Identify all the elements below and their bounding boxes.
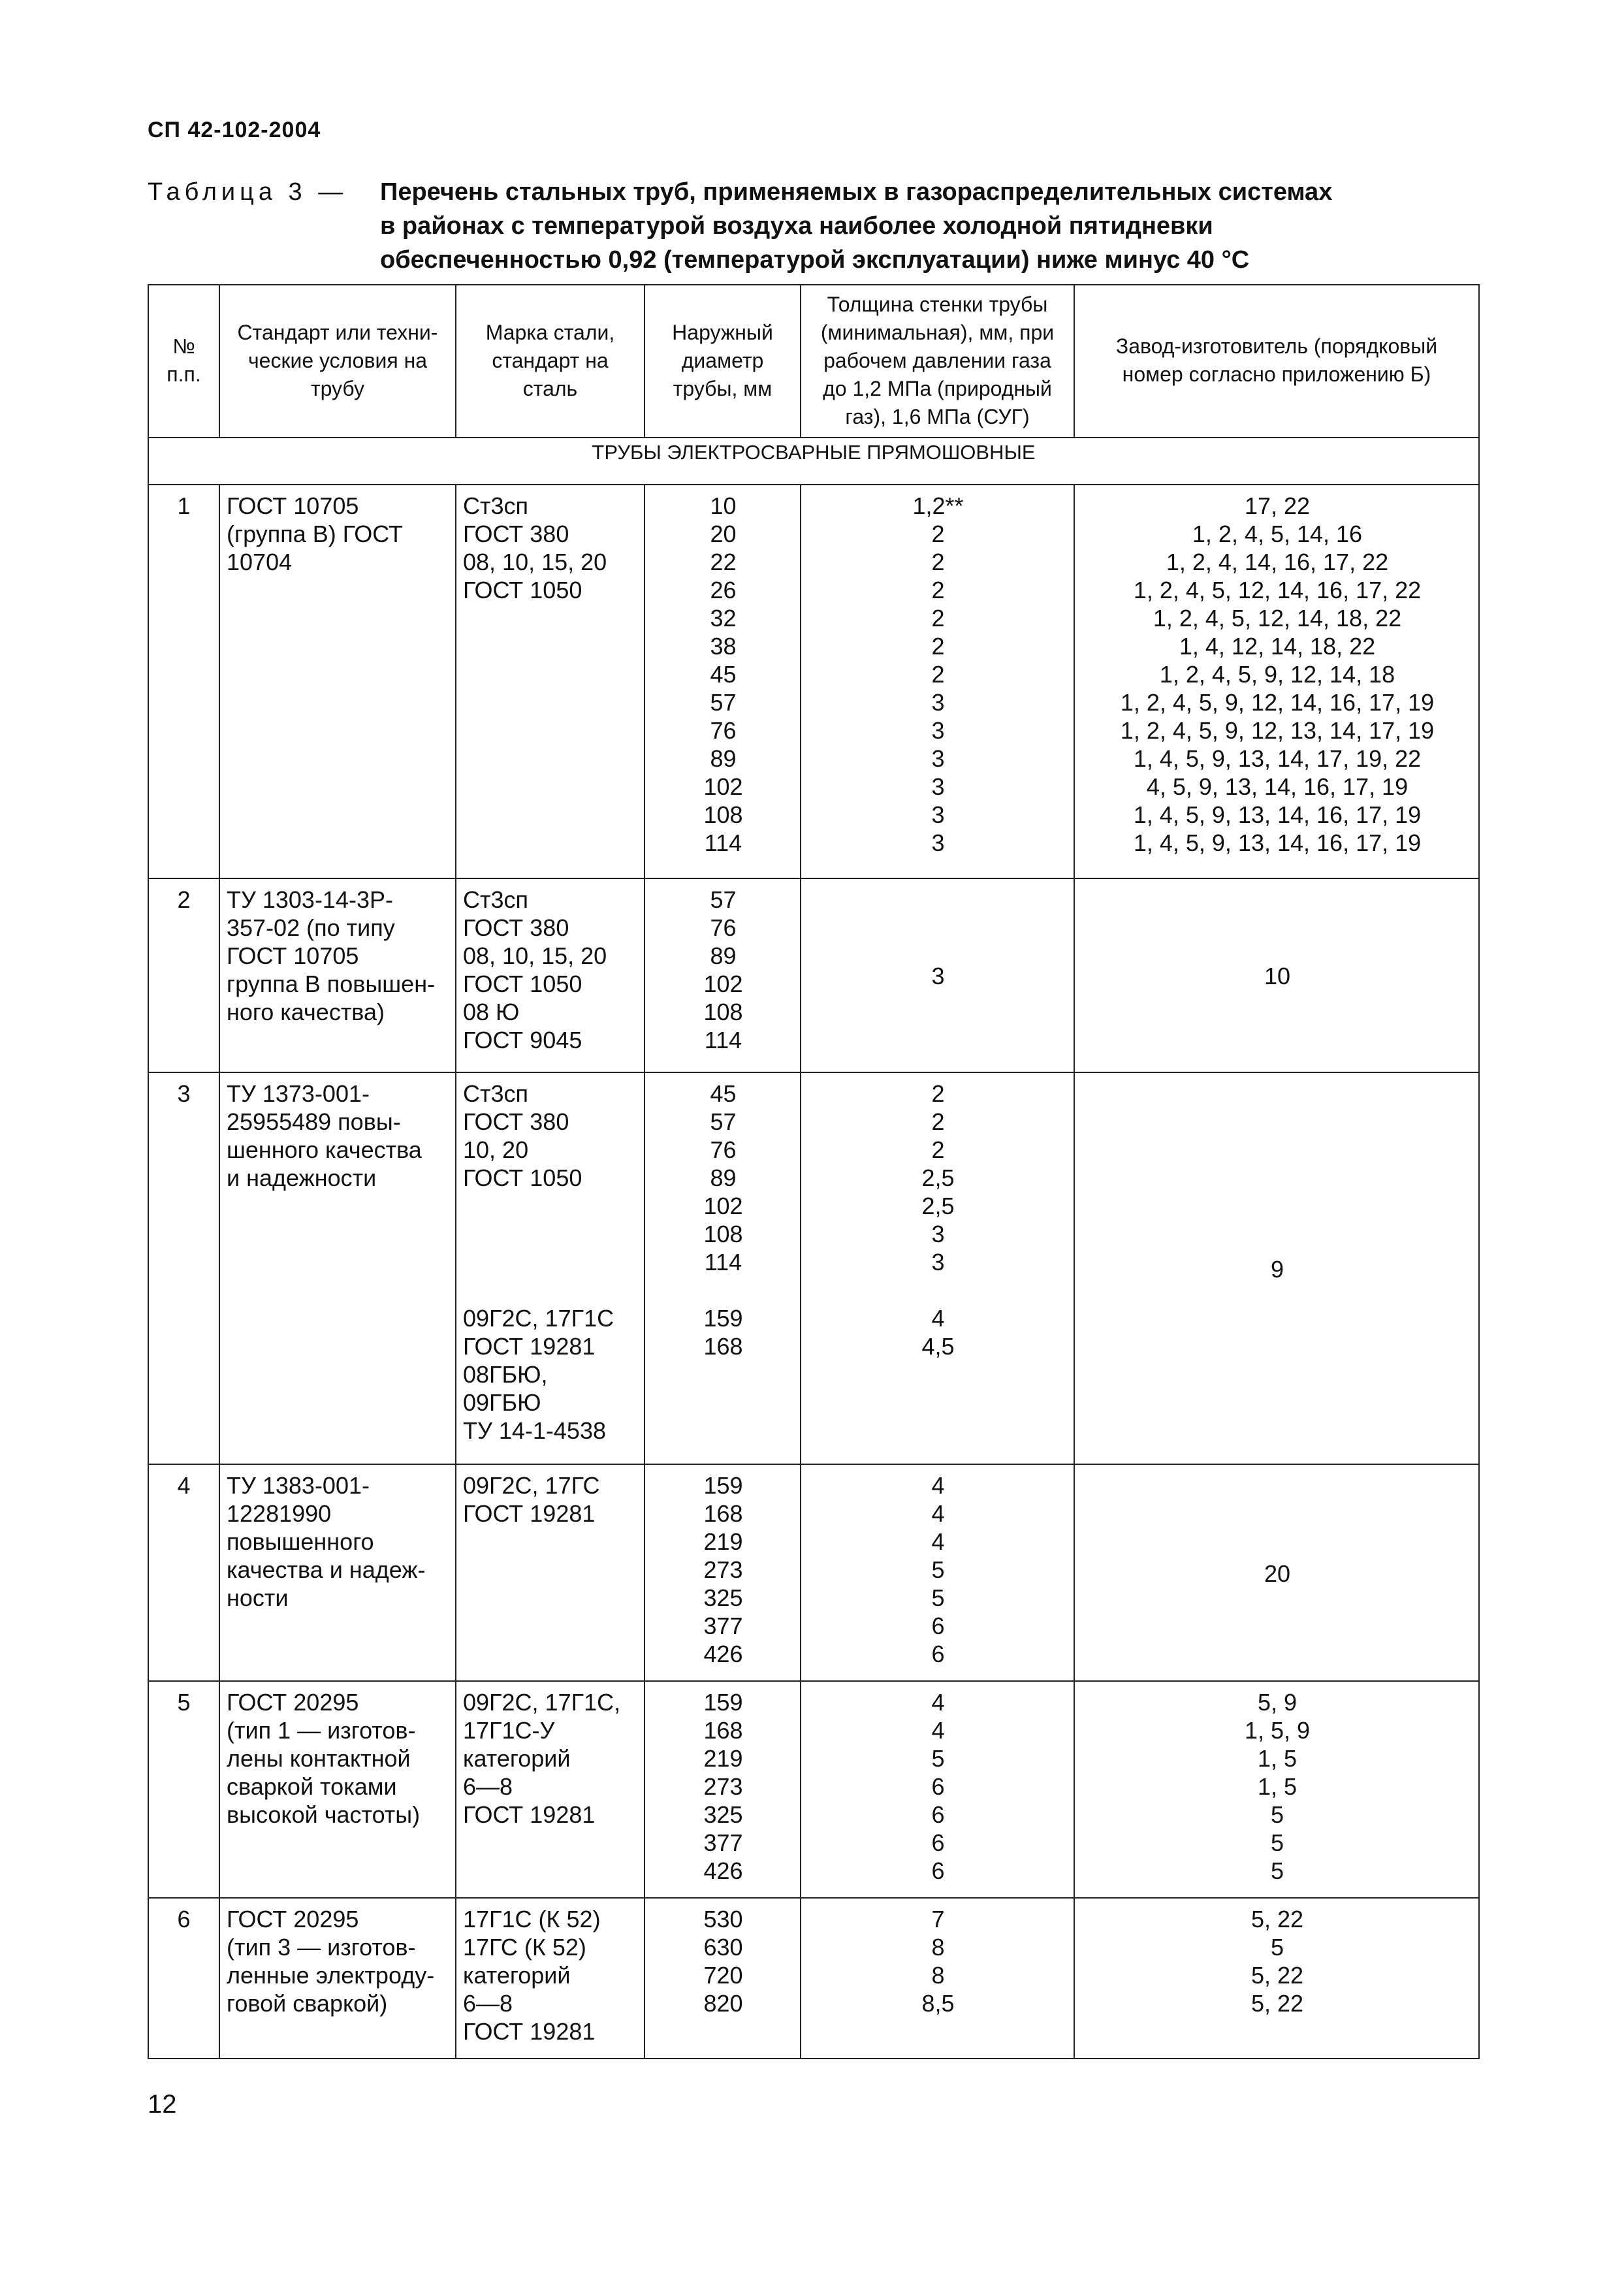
cell-line: 5, 22 (1250, 1962, 1304, 1989)
cell-line: стандарт на (492, 348, 609, 372)
cell-line: ГОСТ 19281 (463, 2018, 596, 2045)
cell-line: категорий (463, 1745, 571, 1772)
cell-line: 4 (931, 1689, 945, 1716)
cell-line: 426 (703, 1641, 743, 1667)
cell-line: 09ГБЮ (463, 1389, 541, 1416)
cell-line: Ст3сп (463, 886, 529, 913)
cell-line: 38 (710, 633, 737, 660)
cell-line: 4 (931, 1305, 945, 1332)
section-title: ТРУБЫ ЭЛЕКТРОСВАРНЫЕ ПРЯМОШОВНЫЕ (148, 438, 1479, 485)
cell-line: 3 (931, 745, 945, 772)
table-row (148, 1072, 1479, 1464)
cell-line: 720 (703, 1962, 743, 1989)
cell-line: 10, 20 (463, 1136, 529, 1163)
cell-line: категорий (463, 1962, 571, 1989)
cell-line: 1, 2, 4, 5, 9, 12, 13, 14, 17, 19 (1120, 717, 1435, 744)
cell-line: 20 (710, 521, 737, 547)
cell-line: трубы, мм (673, 376, 772, 400)
cell-line: 2 (931, 549, 945, 575)
cell-line: ТУ 1303-14-3Р- (227, 886, 393, 913)
plant-cell: 20 (1074, 1464, 1479, 1681)
cell-line: Марка стали, (485, 320, 615, 344)
cell-line: 1, 2, 4, 5, 14, 16 (1192, 521, 1363, 547)
steel-cell (456, 1072, 645, 1464)
wall-cell (801, 1681, 1074, 1898)
cell-line: 3 (931, 829, 945, 856)
cell-line: 6 (931, 1612, 945, 1639)
table-row (148, 1681, 1479, 1898)
cell-line: 2 (931, 1080, 945, 1107)
diameter-cell (645, 1681, 801, 1898)
cell-line: 5 (1270, 1934, 1284, 1961)
cell-line: 108 (703, 801, 743, 828)
cell-line: 2 (931, 605, 945, 632)
cell-line: 45 (710, 1080, 737, 1107)
cell-line: 17Г1С-У (463, 1717, 555, 1744)
cell-line: ного качества) (227, 999, 385, 1025)
diameter-cell (645, 1072, 801, 1464)
cell-line: 4,5 (921, 1333, 955, 1360)
row-number: 1 (148, 485, 219, 878)
cell-line: 3 (931, 773, 945, 800)
cell-line: 3 (931, 689, 945, 716)
cell-line: сталь (522, 376, 578, 400)
cell-line: 4, 5, 9, 13, 14, 16, 17, 19 (1146, 773, 1409, 800)
cell-line: 76 (710, 1136, 737, 1163)
cell-line: Ст3сп (463, 492, 529, 519)
cell-line: ТУ 1373-001- (227, 1080, 370, 1107)
cell-line: говой сваркой) (227, 1990, 388, 2017)
plant-cell (1074, 1681, 1479, 1898)
caption-line: в районах с температурой воздуха наиболее холодной пятидневки (380, 212, 1213, 240)
cell-line: ГОСТ 380 (463, 914, 569, 941)
cell-line: 6 (931, 1857, 945, 1884)
cell-line: 22 (710, 549, 737, 575)
wall-cell (801, 485, 1074, 878)
cell-line: трубу (310, 376, 365, 400)
cell-line: 6 (931, 1801, 945, 1828)
wall-cell (801, 1464, 1074, 1681)
cell-line: Ст3сп (463, 1080, 529, 1107)
wall-cell (801, 1072, 1074, 1464)
cell-line: 57 (710, 1108, 737, 1135)
caption-label: Таблица 3 — (148, 178, 348, 206)
cell-line: ГОСТ 19281 (463, 1801, 596, 1828)
cell-line: 1, 5 (1257, 1773, 1298, 1800)
row-number: 4 (148, 1464, 219, 1681)
cell-line: 5 (1270, 1829, 1284, 1856)
table-row (148, 1898, 1479, 2059)
cell-line: 76 (710, 717, 737, 744)
cell-line: 168 (703, 1333, 743, 1360)
row-number: 5 (148, 1681, 219, 1898)
table-header-row (148, 285, 1479, 438)
caption-line: обеспеченностью 0,92 (температурой эксплуатации) ниже минус 40 °С (380, 246, 1250, 274)
cell-line: п.п. (167, 362, 201, 386)
cell-line: 114 (704, 1249, 742, 1275)
cell-line: шенного качества (227, 1136, 422, 1163)
row-number: 6 (148, 1898, 219, 2059)
cell-line: 1, 4, 5, 9, 13, 14, 16, 17, 19 (1133, 801, 1422, 828)
cell-line: сваркой токами (227, 1773, 397, 1800)
cell-line: 5 (931, 1745, 945, 1772)
cell-line: 8 (931, 1934, 945, 1961)
cell-line: ГОСТ 9045 (463, 1027, 582, 1053)
cell-line: 219 (703, 1745, 743, 1772)
cell-line: 108 (703, 999, 743, 1025)
standard-cell (219, 1898, 456, 2059)
cell-line: 273 (703, 1773, 743, 1800)
cell-line: 325 (703, 1801, 743, 1828)
cell-line: 273 (703, 1556, 743, 1583)
header-diameter (645, 285, 801, 438)
cell-line: 08ГБЮ, (463, 1361, 548, 1388)
cell-line: ГОСТ 19281 (463, 1333, 596, 1360)
cell-line: 5 (931, 1556, 945, 1583)
cell-line: ГОСТ 380 (463, 521, 569, 547)
cell-line: 76 (710, 914, 737, 941)
cell-line: повышенного (227, 1528, 374, 1555)
cell-line: 2 (931, 521, 945, 547)
plant-cell: 9 (1074, 1072, 1479, 1464)
cell-line: 159 (703, 1305, 743, 1332)
cell-line: 4 (931, 1528, 945, 1555)
header-standard (219, 285, 456, 438)
cell-line: 6—8 (463, 1990, 513, 2017)
cell-line: ГОСТ 1050 (463, 1164, 582, 1191)
cell-line: 5 (1270, 1857, 1284, 1884)
cell-line: ГОСТ 1050 (463, 970, 582, 997)
cell-line: 3 (931, 1249, 945, 1275)
cell-line: 114 (704, 829, 742, 856)
cell-line: 6—8 (463, 1773, 513, 1800)
cell-line: 2,5 (921, 1193, 955, 1219)
cell-line: Завод-изготовитель (порядковый (1115, 334, 1438, 358)
steel-cell (456, 1681, 645, 1898)
cell-line: 5, 22 (1250, 1990, 1304, 2017)
cell-line: 89 (710, 745, 737, 772)
cell-line: рабочем давлении газа (823, 348, 1051, 372)
cell-line: 357-02 (по типу (227, 914, 395, 941)
cell-line: 08, 10, 15, 20 (463, 549, 607, 575)
row-number: 3 (148, 1072, 219, 1464)
header-steel (456, 285, 645, 438)
steel-cell (456, 878, 645, 1072)
cell-line: 1, 2, 4, 5, 12, 14, 16, 17, 22 (1133, 577, 1422, 603)
standard-cell (219, 878, 456, 1072)
section-row (148, 438, 1479, 485)
cell-line: 3 (931, 1221, 945, 1247)
document-code: СП 42-102-2004 (148, 118, 321, 142)
cell-line: 09Г2С, 17Г1С, (463, 1689, 621, 1716)
cell-line: 159 (703, 1472, 743, 1499)
cell-line: ГОСТ 10705 (227, 942, 359, 969)
cell-line: 1, 4, 5, 9, 13, 14, 16, 17, 19 (1133, 829, 1422, 856)
cell-line: 2 (931, 1136, 945, 1163)
wall-cell (801, 1898, 1074, 2059)
cell-line: 6 (931, 1773, 945, 1800)
plant-cell: 10 (1074, 878, 1479, 1072)
cell-line: 1, 4, 12, 14, 18, 22 (1179, 633, 1376, 660)
cell-line: 17, 22 (1244, 492, 1311, 519)
diameter-cell (645, 1464, 801, 1681)
cell-line: 17ГС (К 52) (463, 1934, 586, 1961)
cell-line: Наружный (672, 320, 773, 344)
cell-line: 26 (710, 577, 737, 603)
cell-line: 2 (931, 661, 945, 688)
cell-line: 108 (703, 1221, 743, 1247)
cell-line: 377 (703, 1829, 743, 1856)
steel-cell (456, 1898, 645, 2059)
cell-line: 25955489 повы- (227, 1108, 401, 1135)
standard-cell (219, 485, 456, 878)
cell-line: ТУ 1383-001- (227, 1472, 370, 1499)
cell-line: (тип 3 — изготов- (227, 1934, 416, 1961)
cell-line: 4 (931, 1472, 945, 1499)
wall-cell: 3 (801, 878, 1074, 1072)
cell-line: 5 (1270, 1801, 1284, 1828)
cell-line: 10704 (227, 549, 293, 575)
cell-line: 2 (931, 1108, 945, 1135)
cell-line: ленные электроду- (227, 1962, 435, 1989)
cell-line: Стандарт или техни- (237, 320, 438, 344)
cell-line: 1,2** (912, 492, 964, 519)
cell-line: 168 (703, 1500, 743, 1527)
cell-line: 1, 2, 4, 5, 12, 14, 18, 22 (1153, 605, 1402, 632)
cell-line: лены контактной (227, 1745, 411, 1772)
cell-line: 32 (710, 605, 737, 632)
cell-line: группа В повышен- (227, 970, 436, 997)
table-row (148, 878, 1479, 1072)
cell-line: 530 (703, 1906, 743, 1932)
cell-line: ГОСТ 380 (463, 1108, 569, 1135)
cell-line: газ), 1,6 МПа (СУГ) (845, 404, 1030, 428)
cell-line: ности (227, 1584, 289, 1611)
standard-cell (219, 1681, 456, 1898)
cell-line: ГОСТ 1050 (463, 577, 582, 603)
cell-line: 3 (931, 717, 945, 744)
cell-line: 8,5 (921, 1990, 955, 2017)
cell-line: 102 (703, 1193, 743, 1219)
cell-line: диаметр (681, 348, 764, 372)
diameter-cell (645, 1898, 801, 2059)
row-number: 2 (148, 878, 219, 1072)
cell-line: Толщина стенки трубы (827, 292, 1048, 316)
cell-line: 1, 2, 4, 5, 9, 12, 14, 16, 17, 19 (1120, 689, 1435, 716)
cell-line: 2 (931, 577, 945, 603)
cell-line: номер согласно приложению Б) (1122, 362, 1431, 386)
caption-line: Перечень стальных труб, применяемых в газораспределительных системах (380, 178, 1333, 206)
cell-line: 1, 2, 4, 5, 9, 12, 14, 18 (1159, 661, 1395, 688)
plant-cell (1074, 1898, 1479, 2059)
cell-line: 5, 22 (1250, 1906, 1304, 1932)
cell-line: 09Г2С, 17ГС (463, 1472, 600, 1499)
caption-title (380, 175, 1614, 277)
cell-line: высокой частоты) (227, 1801, 421, 1828)
cell-line: 1, 5, 9 (1244, 1717, 1311, 1744)
cell-line: 2,5 (921, 1164, 955, 1191)
cell-line: 89 (710, 942, 737, 969)
header-num (148, 285, 219, 438)
cell-line: 820 (703, 1990, 743, 2017)
cell-line: (группа В) ГОСТ (227, 521, 404, 547)
cell-line: 09Г2С, 17Г1С (463, 1305, 614, 1332)
cell-line: 159 (703, 1689, 743, 1716)
cell-line: 8 (931, 1962, 945, 1989)
pipes-table (148, 284, 1480, 2059)
cell-line: 1, 2, 4, 14, 16, 17, 22 (1166, 549, 1389, 575)
cell-line: 4 (931, 1717, 945, 1744)
header-plant (1074, 285, 1479, 438)
cell-line: 426 (703, 1857, 743, 1884)
cell-line: 219 (703, 1528, 743, 1555)
cell-line: 45 (710, 661, 737, 688)
cell-line: 2 (931, 633, 945, 660)
cell-line: 17Г1С (К 52) (463, 1906, 601, 1932)
cell-line: качества и надеж- (227, 1556, 426, 1583)
cell-line: 630 (703, 1934, 743, 1961)
cell-line: ГОСТ 20295 (227, 1906, 359, 1932)
standard-cell (219, 1072, 456, 1464)
plant-cell (1074, 485, 1479, 878)
cell-line: 12281990 (227, 1500, 332, 1527)
page-number: 12 (148, 2090, 177, 2119)
cell-line: 89 (710, 1164, 737, 1191)
cell-line: 10 (710, 492, 737, 519)
cell-line: 1, 5 (1257, 1745, 1298, 1772)
table-row (148, 485, 1479, 878)
cell-line: ГОСТ 19281 (463, 1500, 596, 1527)
diameter-cell (645, 878, 801, 1072)
steel-cell (456, 1464, 645, 1681)
cell-line: 1, 4, 5, 9, 13, 14, 17, 19, 22 (1133, 745, 1422, 772)
cell-line: 57 (710, 689, 737, 716)
cell-line: 5, 9 (1257, 1689, 1298, 1716)
cell-line: 5 (931, 1584, 945, 1611)
cell-line: 08 Ю (463, 999, 520, 1025)
header-wall (801, 285, 1074, 438)
cell-line: 114 (704, 1027, 742, 1053)
cell-line: № (172, 334, 195, 358)
cell-line: 08, 10, 15, 20 (463, 942, 607, 969)
cell-line: 377 (703, 1612, 743, 1639)
cell-line: 102 (703, 773, 743, 800)
steel-cell (456, 485, 645, 878)
cell-line: ГОСТ 20295 (227, 1689, 359, 1716)
cell-line: 7 (931, 1906, 945, 1932)
cell-line: 6 (931, 1641, 945, 1667)
cell-line: (минимальная), мм, при (820, 320, 1055, 344)
cell-line: 6 (931, 1829, 945, 1856)
cell-line: (тип 1 — изготов- (227, 1717, 416, 1744)
cell-line: 325 (703, 1584, 743, 1611)
diameter-cell (645, 485, 801, 878)
table-row (148, 1464, 1479, 1681)
cell-line: ГОСТ 10705 (227, 492, 359, 519)
cell-line: 102 (703, 970, 743, 997)
cell-line: 4 (931, 1500, 945, 1527)
cell-line: ческие условия на (247, 348, 428, 372)
cell-line: до 1,2 МПа (природный (823, 376, 1052, 400)
cell-line: 168 (703, 1717, 743, 1744)
standard-cell (219, 1464, 456, 1681)
cell-line: ТУ 14-1-4538 (463, 1417, 606, 1444)
cell-line: 57 (710, 886, 737, 913)
cell-line: 3 (931, 801, 945, 828)
cell-line: и надежности (227, 1164, 377, 1191)
